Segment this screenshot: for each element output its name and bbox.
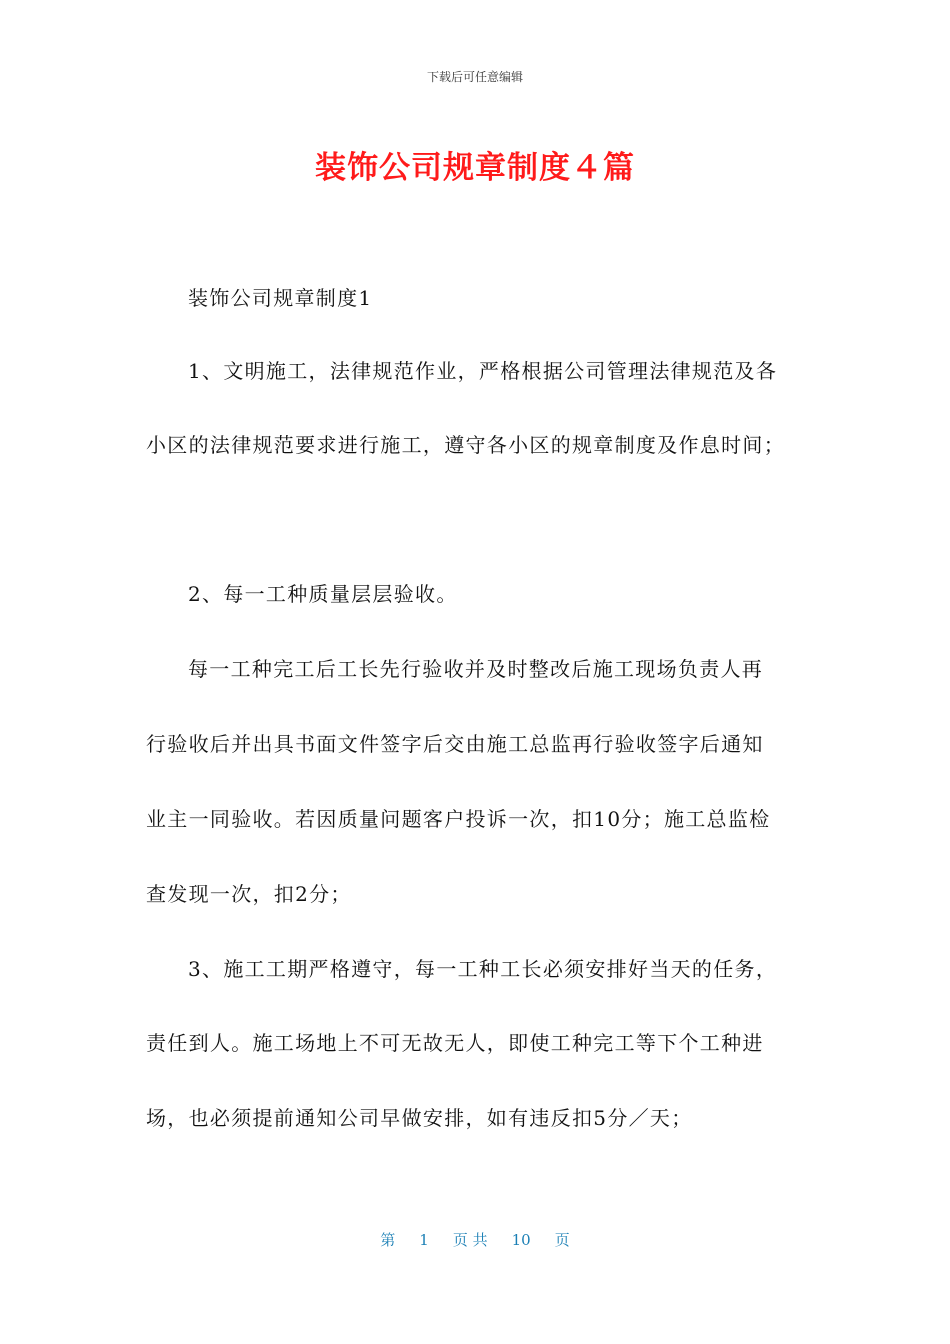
page-mid-text: 页 共: [452, 1231, 488, 1249]
paragraph-line: 责任到人。施工场地上不可无故无人，即使工种完工等下个工种进: [146, 1031, 764, 1055]
section-heading: 装饰公司规章制度1: [188, 286, 373, 310]
page-prefix: 第: [380, 1231, 396, 1249]
header-note: 下载后可任意编辑: [426, 70, 523, 84]
paragraph-line: 3、施工工期严格遵守，每一工种工长必须安排好当天的任务，: [188, 957, 778, 981]
current-page-number: 1: [419, 1231, 429, 1249]
document-title: 装饰公司规章制度４篇: [315, 150, 635, 186]
paragraph-line: 查发现一次，扣2分；: [146, 882, 352, 906]
total-pages-number: 10: [511, 1231, 531, 1249]
paragraph-line: 行验收后并出具书面文件签字后交由施工总监再行验收签字后通知: [146, 732, 764, 756]
page-footer: [0, 1229, 950, 1250]
paragraph-line: 每一工种完工后工长先行验收并及时整改后施工现场负责人再: [188, 657, 764, 681]
paragraph-line: 业主一同验收。若因质量问题客户投诉一次，扣10分；施工总监检: [146, 807, 771, 831]
paragraph-line: 2、每一工种质量层层验收。: [188, 582, 458, 606]
page-suffix: 页: [554, 1231, 570, 1249]
paragraph-line: 1、文明施工，法律规范作业，严格根据公司管理法律规范及各: [188, 359, 778, 383]
paragraph-line: 小区的法律规范要求进行施工，遵守各小区的规章制度及作息时间；: [146, 433, 785, 457]
paragraph-line: 场，也必须提前通知公司早做安排，如有违反扣5分／天；: [146, 1106, 693, 1130]
